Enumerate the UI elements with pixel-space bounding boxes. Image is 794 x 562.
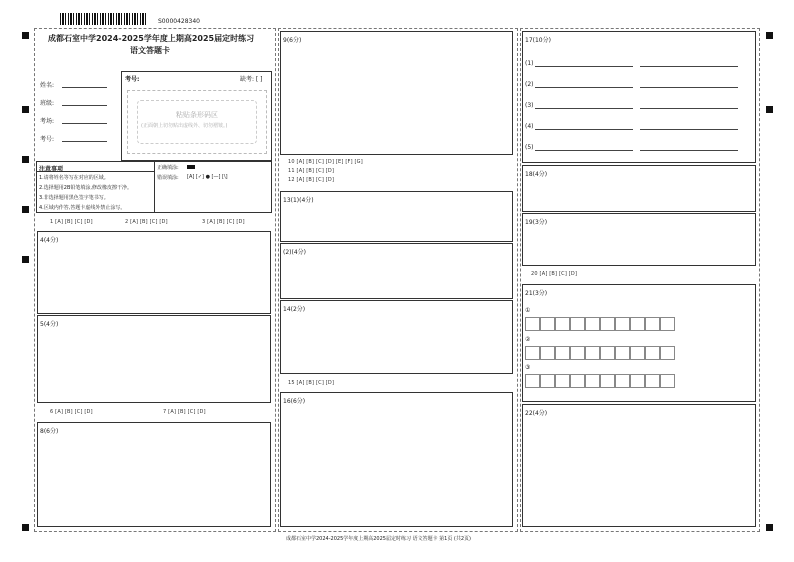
question-label-q19: 19(3分) [525,219,548,226]
answer-box-q8[interactable] [37,422,271,527]
class-label: 班级: [40,100,55,107]
alignment-mark [766,32,773,39]
choice-q3[interactable]: 3 [A] [B] [C] [D] [202,219,245,225]
choice-q7[interactable]: 7 [A] [B] [C] [D] [163,409,206,415]
answer-box-q18[interactable] [522,165,756,212]
alignment-mark [22,156,29,163]
q17-item-label: (3) [525,102,534,109]
q21-item-label: ② [525,336,531,343]
name-label: 姓名: [40,82,55,89]
class-field[interactable] [62,105,107,106]
barcode [60,13,148,25]
question-label-q14: 14(2分) [283,306,306,313]
id-label: 考号: [40,136,55,143]
alignment-mark [766,524,773,531]
q17-answer-line[interactable] [640,150,738,151]
absent-label[interactable]: 缺考: [ ] [240,76,263,83]
answer-box-q16[interactable] [280,392,513,527]
q17-answer-line[interactable] [535,87,633,88]
answer-box-q4[interactable] [37,231,271,314]
choice-q15[interactable]: 15 [A] [B] [C] [D] [288,380,335,386]
answer-box-q13-1[interactable] [280,191,513,242]
choice-q1[interactable]: 1 [A] [B] [C] [D] [50,219,93,225]
wrong-fill-label: 错误填涂: [157,175,179,181]
answer-box-q22[interactable] [522,404,756,527]
alignment-mark [22,106,29,113]
alignment-mark [766,106,773,113]
question-label-q4: 4(4分) [40,237,59,244]
question-label-q22: 22(4分) [525,410,548,417]
notice-item: 1.请将姓名等写在对应的区域。 [39,175,109,181]
answer-box-q13-2[interactable] [280,243,513,299]
q17-answer-line[interactable] [640,87,738,88]
exam-number-label: 考号: [125,76,140,83]
q17-item-label: (1) [525,60,534,67]
correct-fill-label: 正确填涂: [157,165,179,171]
notice-item: 3.非选择题用黑色签字笔书写。 [39,195,109,201]
barcode-number: S0000428340 [158,18,200,25]
choice-q10[interactable]: 10 [A] [B] [C] [D] [E] [F] [G] [288,159,363,165]
notice-divider [154,161,155,213]
notice-item: 2.选择题用2B铅笔填涂,修改橡皮擦干净。 [39,185,132,191]
choice-q20[interactable]: 20 [A] [B] [C] [D] [531,271,578,277]
alignment-mark [22,524,29,531]
question-label-q13-2: (2)(4分) [283,249,306,256]
page-subtitle: 语文答题卡 [130,46,170,55]
question-label-q5: 5(4分) [40,321,59,328]
answer-box-q17[interactable] [522,31,756,163]
q17-answer-line[interactable] [535,66,633,67]
q21-grid-row-2[interactable] [525,346,680,361]
q17-answer-line[interactable] [535,108,633,109]
q17-item-label: (2) [525,81,534,88]
q21-grid-row-3[interactable] [525,374,680,389]
wrong-fill-examples: [A] [✓] ● [—] [\] [187,174,228,180]
room-label: 考场: [40,118,55,125]
alignment-mark [22,206,29,213]
notice-item: 4.区域内作答,答题卡虚线外禁止涂写。 [39,205,126,211]
q17-answer-line[interactable] [640,129,738,130]
answer-box-q9[interactable] [280,31,513,155]
answer-box-q14[interactable] [280,300,513,374]
question-label-q16: 16(6分) [283,398,306,405]
question-label-q21: 21(3分) [525,290,548,297]
q21-item-label: ③ [525,364,531,371]
q17-answer-line[interactable] [535,150,633,151]
answer-box-q5[interactable] [37,315,271,403]
room-field[interactable] [62,123,107,124]
page-footer: 成都石室中学2024-2025学年度上期高2025届定时练习 语文答题卡 第1页 (共2页) [286,536,472,542]
question-label-q13-1: 13(1)(4分) [283,197,314,204]
choice-q2[interactable]: 2 [A] [B] [C] [D] [125,219,168,225]
q21-grid-row-1[interactable] [525,317,680,332]
q17-item-label: (4) [525,123,534,130]
q17-answer-line[interactable] [640,108,738,109]
question-label-q9: 9(6分) [283,37,302,44]
barcode-area-hint: (正面朝上切勿贴出虚线外、切勿褶皱。) [141,123,228,129]
question-label-q17: 17(10分) [525,37,551,44]
id-field[interactable] [62,141,107,142]
choice-q12[interactable]: 12 [A] [B] [C] [D] [288,177,335,183]
q17-item-label: (5) [525,144,534,151]
q21-item-label: ① [525,307,531,314]
correct-fill-example [187,165,195,169]
choice-q6[interactable]: 6 [A] [B] [C] [D] [50,409,93,415]
q17-answer-line[interactable] [640,66,738,67]
question-label-q18: 18(4分) [525,171,548,178]
choice-q11[interactable]: 11 [A] [B] [C] [D] [288,168,335,174]
alignment-mark [22,256,29,263]
q17-answer-line[interactable] [535,129,633,130]
answer-box-q19[interactable] [522,213,756,266]
name-field[interactable] [62,87,107,88]
notice-title: 注意事项 [39,166,64,173]
question-label-q8: 8(6分) [40,428,59,435]
barcode-area-title: 粘贴条形码区 [176,111,218,119]
page-title: 成都石室中学2024-2025学年度上期高2025届定时练习 [48,34,255,43]
alignment-mark [22,32,29,39]
